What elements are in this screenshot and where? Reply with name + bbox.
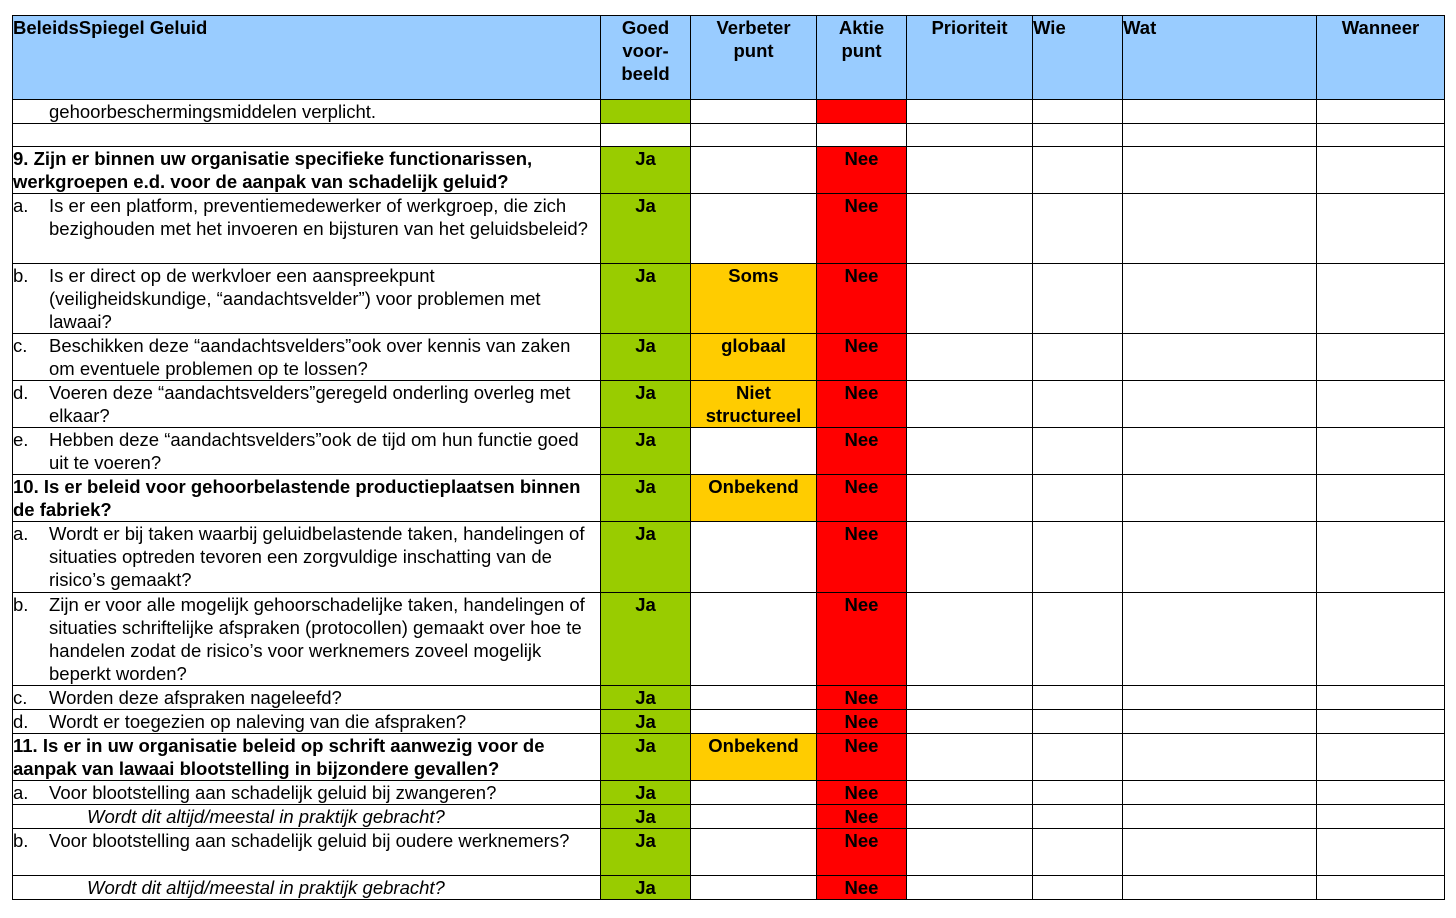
wat-cell [1123, 264, 1317, 334]
aktie-cell: Nee [817, 194, 907, 264]
goed-cell: Ja [601, 593, 691, 686]
question-text: 10. Is er beleid voor gehoorbelastende productieplaatsen binnen de fabriek? [13, 476, 581, 520]
question-text: 9. Zijn er binnen uw organisatie specifieke functionarissen, werkgroepen e.d. voor de aanpak van schadelijk geluid? [13, 148, 533, 192]
wie-cell [1033, 264, 1123, 334]
wat-cell [1123, 805, 1317, 829]
verbeter-cell [691, 805, 817, 829]
header-goed-voorbeeld: Goed voor- beeld [601, 16, 691, 100]
question-text: Wordt dit altijd/meestal in praktijk gebracht? [87, 877, 445, 898]
verbeter-cell [691, 593, 817, 686]
table-row [13, 381, 1445, 428]
question-text: Hebben deze “aandachtsvelders”ook de tijd om hun functie goed uit te voeren? [49, 429, 579, 473]
prioriteit-cell [907, 194, 1033, 264]
verbeter-cell [691, 100, 817, 124]
wanneer-cell [1317, 381, 1445, 428]
question-cell [13, 686, 601, 710]
table-row [13, 194, 1445, 264]
item-marker: a. [13, 523, 29, 544]
wie-cell [1033, 829, 1123, 876]
goed-cell: Ja [601, 147, 691, 194]
wanneer-cell [1317, 194, 1445, 264]
header-wie: Wie [1033, 16, 1123, 100]
aktie-cell: Nee [817, 264, 907, 334]
question-text: Is er een platform, preventiemedewerker of werkgroep, die zich bezighouden met het invoeren en bijsturen van het geluidsbeleid? [49, 195, 588, 239]
question-cell [13, 147, 601, 194]
wanneer-cell [1317, 264, 1445, 334]
item-marker: d. [13, 711, 29, 732]
wanneer-cell [1317, 124, 1445, 147]
verbeter-cell [691, 147, 817, 194]
table-row [13, 124, 1445, 147]
aktie-cell: Nee [817, 593, 907, 686]
goed-cell: Ja [601, 829, 691, 876]
wie-cell [1033, 710, 1123, 734]
wie-cell [1033, 381, 1123, 428]
table-row [13, 264, 1445, 334]
aktie-cell: Nee [817, 522, 907, 593]
question-cell [13, 522, 601, 593]
aktie-cell: Nee [817, 381, 907, 428]
wat-cell [1123, 475, 1317, 522]
goed-cell: Ja [601, 334, 691, 381]
wie-cell [1033, 522, 1123, 593]
aktie-cell: Nee [817, 686, 907, 710]
table-row [13, 734, 1445, 781]
wanneer-cell [1317, 428, 1445, 475]
goed-cell: Ja [601, 264, 691, 334]
wie-cell [1033, 734, 1123, 781]
question-text: Beschikken deze “aandachtsvelders”ook over kennis van zaken om eventuele problemen op te lossen? [49, 335, 571, 379]
header-verbeterpunt: Verbeter punt [691, 16, 817, 100]
table-row [13, 593, 1445, 686]
goed-cell: Ja [601, 428, 691, 475]
wie-cell [1033, 147, 1123, 194]
question-cell [13, 194, 601, 264]
table-row [13, 805, 1445, 829]
table-row [13, 428, 1445, 475]
question-text: Wordt er bij taken waarbij geluidbelastende taken, handelingen of situaties optreden tevoren een zorgvuldige inschatting van de risico’s gemaakt? [49, 523, 585, 590]
question-cell [13, 876, 601, 900]
item-marker: c. [13, 687, 28, 708]
question-cell [13, 381, 601, 428]
goed-cell: Ja [601, 522, 691, 593]
question-text: 11. Is er in uw organisatie beleid op schrift aanwezig voor de aanpak van lawaai blootstelling in bijzondere gevallen? [13, 735, 545, 779]
verbeter-cell: globaal [691, 334, 817, 381]
prioriteit-cell [907, 876, 1033, 900]
table-row [13, 334, 1445, 381]
table-row [13, 686, 1445, 710]
item-marker: b. [13, 594, 29, 615]
aktie-cell: Nee [817, 428, 907, 475]
wat-cell [1123, 381, 1317, 428]
wat-cell [1123, 710, 1317, 734]
question-text: Voeren deze “aandachtsvelders”geregeld onderling overleg met elkaar? [49, 382, 571, 426]
goed-cell: Ja [601, 805, 691, 829]
prioriteit-cell [907, 475, 1033, 522]
verbeter-cell [691, 876, 817, 900]
item-marker: b. [13, 265, 29, 286]
wanneer-cell [1317, 522, 1445, 593]
wie-cell [1033, 334, 1123, 381]
aktie-cell: Nee [817, 805, 907, 829]
item-marker: e. [13, 429, 29, 450]
wanneer-cell [1317, 147, 1445, 194]
table-row [13, 100, 1445, 124]
goed-cell: Ja [601, 194, 691, 264]
prioriteit-cell [907, 710, 1033, 734]
wanneer-cell [1317, 710, 1445, 734]
prioriteit-cell [907, 522, 1033, 593]
wat-cell [1123, 522, 1317, 593]
prioriteit-cell [907, 686, 1033, 710]
aktie-cell [817, 100, 907, 124]
aktie-cell: Nee [817, 334, 907, 381]
item-marker: c. [13, 335, 28, 356]
question-text: Is er direct op de werkvloer een aanspreekpunt (veiligheidskundige, “aandachtsvelder”) voor problemen met lawaai? [49, 265, 541, 332]
aktie-cell: Nee [817, 734, 907, 781]
question-text: Wordt dit altijd/meestal in praktijk gebracht? [87, 806, 445, 827]
wanneer-cell [1317, 781, 1445, 805]
wie-cell [1033, 194, 1123, 264]
goed-cell [601, 124, 691, 147]
wat-cell [1123, 124, 1317, 147]
prioriteit-cell [907, 147, 1033, 194]
aktie-cell: Nee [817, 710, 907, 734]
wat-cell [1123, 781, 1317, 805]
wanneer-cell [1317, 100, 1445, 124]
wanneer-cell [1317, 829, 1445, 876]
wie-cell [1033, 781, 1123, 805]
header-wanneer: Wanneer [1317, 16, 1445, 100]
item-marker: b. [13, 830, 29, 851]
goed-cell: Ja [601, 876, 691, 900]
wat-cell [1123, 829, 1317, 876]
table-row [13, 147, 1445, 194]
aktie-cell: Nee [817, 829, 907, 876]
wanneer-cell [1317, 734, 1445, 781]
question-text: gehoorbeschermingsmiddelen verplicht. [49, 101, 377, 122]
question-text: Voor blootstelling aan schadelijk geluid bij zwangeren? [49, 782, 497, 803]
question-text: Zijn er voor alle mogelijk gehoorschadelijke taken, handelingen of situaties schriftelijke afspraken (protocollen) gemaakt over hoe te handelen zodat de risico’s voor werknemers zoveel mogelijk beperkt worden? [49, 594, 585, 684]
wie-cell [1033, 475, 1123, 522]
aktie-cell [817, 124, 907, 147]
wat-cell [1123, 194, 1317, 264]
wanneer-cell [1317, 475, 1445, 522]
goed-cell: Ja [601, 686, 691, 710]
wat-cell [1123, 428, 1317, 475]
prioriteit-cell [907, 100, 1033, 124]
wie-cell [1033, 100, 1123, 124]
page-title: BeleidsSpiegel Geluid [13, 16, 601, 100]
wie-cell [1033, 876, 1123, 900]
question-cell [13, 805, 601, 829]
question-cell [13, 428, 601, 475]
item-marker: a. [13, 782, 29, 803]
verbeter-cell [691, 829, 817, 876]
verbeter-cell: Onbekend [691, 734, 817, 781]
wat-cell [1123, 100, 1317, 124]
table-row [13, 522, 1445, 593]
verbeter-cell [691, 781, 817, 805]
goed-cell: Ja [601, 710, 691, 734]
prioriteit-cell [907, 805, 1033, 829]
goed-cell [601, 100, 691, 124]
question-text: Voor blootstelling aan schadelijk geluid bij oudere werknemers? [49, 830, 570, 851]
verbeter-cell [691, 124, 817, 147]
goed-cell: Ja [601, 381, 691, 428]
wanneer-cell [1317, 876, 1445, 900]
table-row [13, 829, 1445, 876]
verbeter-cell: Niet structureel [691, 381, 817, 428]
prioriteit-cell [907, 334, 1033, 381]
wat-cell [1123, 734, 1317, 781]
wanneer-cell [1317, 593, 1445, 686]
question-cell [13, 100, 601, 124]
item-marker: d. [13, 382, 29, 403]
question-cell [13, 593, 601, 686]
wat-cell [1123, 147, 1317, 194]
header-wat: Wat [1123, 16, 1317, 100]
wat-cell [1123, 686, 1317, 710]
question-cell [13, 829, 601, 876]
wanneer-cell [1317, 805, 1445, 829]
table-row [13, 876, 1445, 900]
wie-cell [1033, 805, 1123, 829]
prioriteit-cell [907, 593, 1033, 686]
verbeter-cell [691, 428, 817, 475]
aktie-cell: Nee [817, 781, 907, 805]
wie-cell [1033, 686, 1123, 710]
prioriteit-cell [907, 781, 1033, 805]
wie-cell [1033, 124, 1123, 147]
header-row [13, 16, 1445, 100]
item-marker: a. [13, 195, 29, 216]
question-cell [13, 710, 601, 734]
wanneer-cell [1317, 686, 1445, 710]
goed-cell: Ja [601, 781, 691, 805]
question-cell [13, 734, 601, 781]
aktie-cell: Nee [817, 475, 907, 522]
question-cell [13, 124, 601, 147]
verbeter-cell [691, 686, 817, 710]
wat-cell [1123, 593, 1317, 686]
verbeter-cell [691, 710, 817, 734]
question-text: Wordt er toegezien op naleving van die afspraken? [49, 711, 467, 732]
verbeter-cell: Onbekend [691, 475, 817, 522]
question-cell [13, 475, 601, 522]
aktie-cell: Nee [817, 147, 907, 194]
goed-cell: Ja [601, 734, 691, 781]
aktie-cell: Nee [817, 876, 907, 900]
question-cell [13, 334, 601, 381]
wie-cell [1033, 593, 1123, 686]
question-cell [13, 264, 601, 334]
header-aktiepunt: Aktie punt [817, 16, 907, 100]
beleidsspiegel-table [12, 15, 1445, 900]
prioriteit-cell [907, 428, 1033, 475]
prioriteit-cell [907, 124, 1033, 147]
question-text: Worden deze afspraken nageleefd? [49, 687, 342, 708]
verbeter-cell [691, 194, 817, 264]
wat-cell [1123, 876, 1317, 900]
prioriteit-cell [907, 381, 1033, 428]
table-row [13, 710, 1445, 734]
goed-cell: Ja [601, 475, 691, 522]
question-cell [13, 781, 601, 805]
wie-cell [1033, 428, 1123, 475]
prioriteit-cell [907, 734, 1033, 781]
prioriteit-cell [907, 829, 1033, 876]
header-prioriteit: Prioriteit [907, 16, 1033, 100]
verbeter-cell: Soms [691, 264, 817, 334]
verbeter-cell [691, 522, 817, 593]
wanneer-cell [1317, 334, 1445, 381]
wat-cell [1123, 334, 1317, 381]
table-row [13, 475, 1445, 522]
prioriteit-cell [907, 264, 1033, 334]
table-row [13, 781, 1445, 805]
